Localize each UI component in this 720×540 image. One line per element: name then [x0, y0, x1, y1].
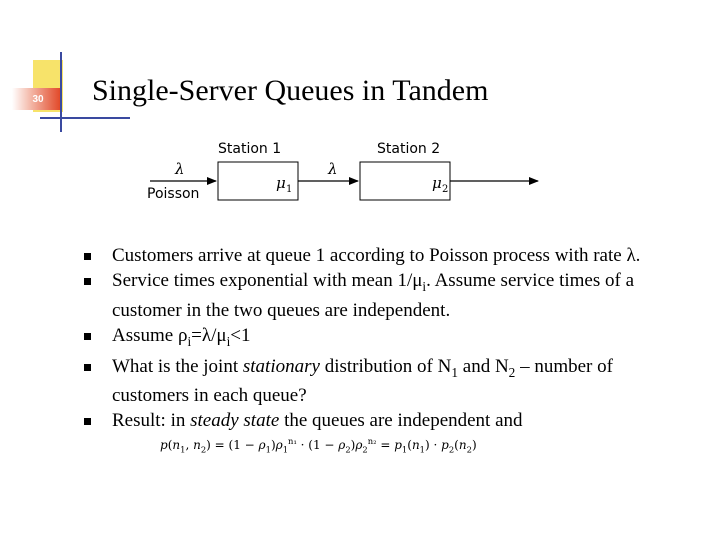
- text-segment: p: [394, 438, 402, 452]
- text-segment: p: [441, 438, 449, 452]
- text-segment: Result: in: [112, 410, 191, 432]
- bullet-square-icon: [84, 418, 91, 425]
- text-segment: 2: [345, 444, 351, 455]
- text-segment: =: [376, 438, 395, 452]
- text-segment: 2: [508, 364, 516, 380]
- joint-distribution-formula: [160, 436, 477, 454]
- text-segment: n₂: [367, 436, 377, 446]
- input-rate-label: λ: [175, 160, 185, 178]
- text-segment: the queues are independent and: [279, 410, 523, 432]
- bullet-list: [84, 244, 694, 434]
- text-segment: n: [458, 438, 467, 452]
- text-segment: n: [193, 438, 201, 452]
- text-segment: ρ: [275, 438, 283, 452]
- text-segment: . Assume service times of a customer in the two queues are independent.: [112, 270, 635, 321]
- arrival-label: Poisson: [147, 186, 200, 202]
- text-segment: <1: [230, 324, 251, 346]
- station-1-label: Station 1: [218, 141, 282, 157]
- bullet-item: [84, 324, 694, 354]
- text-segment: n: [411, 438, 420, 452]
- text-segment: n: [172, 438, 181, 452]
- text-segment: 1: [419, 444, 426, 455]
- text-segment: 1: [451, 364, 459, 380]
- text-segment: 1: [180, 444, 186, 455]
- bullet-square-icon: [84, 333, 91, 340]
- bullet-item: [84, 244, 694, 268]
- text-segment: 1: [265, 444, 271, 455]
- bullet-item: [84, 409, 694, 433]
- bullet-item: [84, 269, 694, 323]
- service-rate-2-subscript: 2: [442, 184, 449, 195]
- text-segment: 1: [401, 444, 408, 455]
- text-segment: ): [270, 438, 276, 452]
- slide-number: 30: [32, 94, 44, 105]
- text-segment: 1: [282, 444, 289, 455]
- text-segment: ρ: [338, 438, 346, 452]
- text-segment: steady state: [190, 410, 280, 432]
- bullet-square-icon: [84, 364, 91, 371]
- text-segment: stationary: [242, 355, 320, 377]
- text-segment: ρ: [258, 438, 266, 452]
- text-segment: 2: [448, 444, 455, 455]
- bullet-item: [84, 355, 694, 409]
- text-segment: 2: [362, 444, 368, 455]
- service-rate-2-label: μ: [432, 174, 442, 192]
- service-rate-1-subscript: 1: [286, 184, 293, 195]
- text-segment: and N: [458, 355, 509, 377]
- text-segment: ,: [185, 438, 194, 452]
- text-segment: i: [422, 278, 427, 294]
- mid-rate-label: λ: [328, 160, 338, 178]
- text-segment: ρ: [355, 438, 363, 452]
- text-segment: ) = (1 −: [206, 438, 259, 452]
- text-segment: ): [471, 438, 477, 452]
- service-rate-1-label: μ: [276, 174, 286, 192]
- text-segment: (: [167, 438, 173, 452]
- slide-title: Single-Server Queues in Tandem: [92, 74, 489, 107]
- text-segment: Assume ρ: [112, 324, 188, 346]
- text-segment: i: [187, 333, 192, 349]
- text-segment: – number of customers in each queue?: [112, 355, 613, 407]
- tandem-queue-diagram: [0, 0, 720, 240]
- bullet-square-icon: [84, 253, 91, 260]
- text-segment: 2: [466, 444, 472, 455]
- text-segment: (: [407, 438, 412, 452]
- text-segment: ): [350, 438, 356, 452]
- bullet-square-icon: [84, 278, 91, 285]
- text-segment: ) ·: [425, 438, 442, 452]
- text-segment: (: [454, 438, 459, 452]
- text-segment: p: [160, 438, 168, 452]
- text-segment: i: [226, 333, 231, 349]
- text-segment: distribution of N: [319, 355, 452, 377]
- text-segment: Service times exponential with mean 1/μ: [112, 270, 423, 291]
- text-segment: 2: [200, 444, 207, 455]
- text-segment: · (1 −: [296, 438, 339, 452]
- text-segment: =λ/μ: [191, 324, 227, 346]
- text-segment: Customers arrive at queue 1 according to Poisson process with rate λ.: [112, 245, 641, 266]
- text-segment: What is the joint: [112, 355, 243, 377]
- station-2-label: Station 2: [377, 141, 441, 157]
- text-segment: n₁: [288, 436, 297, 446]
